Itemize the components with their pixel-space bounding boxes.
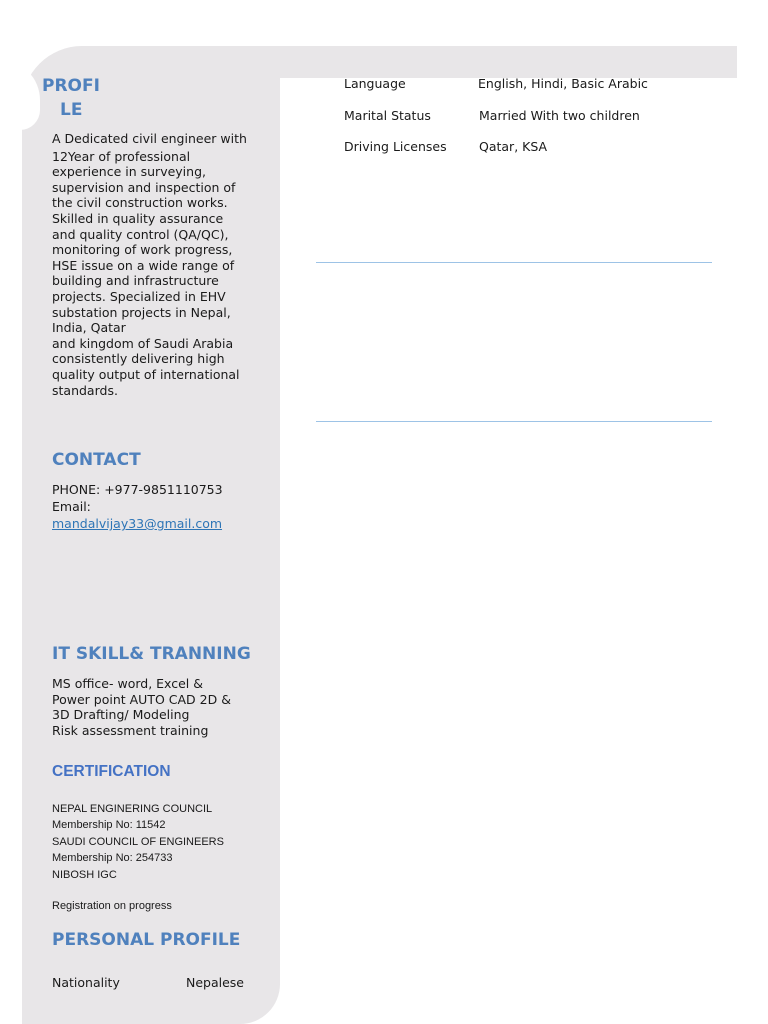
certification-heading: CERTIFICATION [52,763,171,780]
profile-line: and quality control (QA/QC), [52,226,229,242]
it-skills-list [52,676,231,738]
certification-note: Registration on progress [52,900,172,912]
it-skill-line: Risk assessment training [52,722,209,738]
contact-email-label: Email: [52,499,91,514]
it-skills-heading: IT SKILL& TRANNING [52,644,251,664]
profile-line: the civil construction works. [52,195,228,211]
it-skill-line: MS office- word, Excel & [52,676,203,691]
contact-email-link[interactable]: mandalvijay33@gmail.com [52,516,223,531]
detail-value-language: English, Hindi, Basic Arabic [478,76,648,91]
divider-line [316,262,712,263]
certification-line: NEPAL ENGINERING COUNCIL [52,803,213,815]
profile-line: Skilled in quality assurance [52,210,224,226]
profile-line: supervision and inspection of [52,179,236,195]
profile-line: consistently delivering high [52,351,225,367]
certification-line: Membership No: 11542 [52,819,166,832]
profile-line: building and infrastructure [52,273,219,289]
profile-line: India, Qatar [52,320,126,336]
profile-line: quality output of international [52,366,240,382]
profile-heading-line2: LE [60,100,83,120]
certification-list [52,801,224,883]
detail-label-driving-licenses: Driving Licenses [344,139,447,154]
profile-line: HSE issue on a wide range of [52,257,235,273]
contact-heading: CONTACT [52,450,141,470]
certification-line: SAUDI COUNCIL OF ENGINEERS [52,835,224,848]
detail-label-marital-status: Marital Status [344,108,431,123]
divider-line [316,421,712,422]
curve-cutout [280,78,400,198]
profile-line: A Dedicated civil engineer with [52,131,247,146]
nationality-label: Nationality [52,975,120,990]
profile-line: standards. [52,382,118,398]
profile-line: 12Year of professional [52,148,191,164]
contact-phone: PHONE: +977-9851110753 [52,482,223,497]
detail-value-marital-status: Married With two children [479,108,640,123]
profile-line: monitoring of work progress, [52,242,233,258]
detail-label-language: Language [344,76,406,91]
it-skill-line: Power point AUTO CAD 2D & [52,691,231,707]
profile-summary [52,131,247,398]
detail-value-driving-licenses: Qatar, KSA [479,139,548,154]
certification-line: NIBOSH IGC [52,868,117,881]
personal-profile-heading: PERSONAL PROFILE [52,930,241,950]
profile-line: and kingdom of Saudi Arabia [52,335,234,351]
top-band [280,46,737,78]
profile-line: substation projects in Nepal, [52,304,231,320]
profile-line: experience in surveying, [52,164,206,180]
nationality-value: Nepalese [186,975,245,990]
profile-heading-line1: PROFI [42,76,100,96]
certification-line: Membership No: 254733 [52,852,173,865]
it-skill-line: 3D Drafting/ Modeling [52,707,190,723]
profile-line: projects. Specialized in EHV [52,288,226,304]
